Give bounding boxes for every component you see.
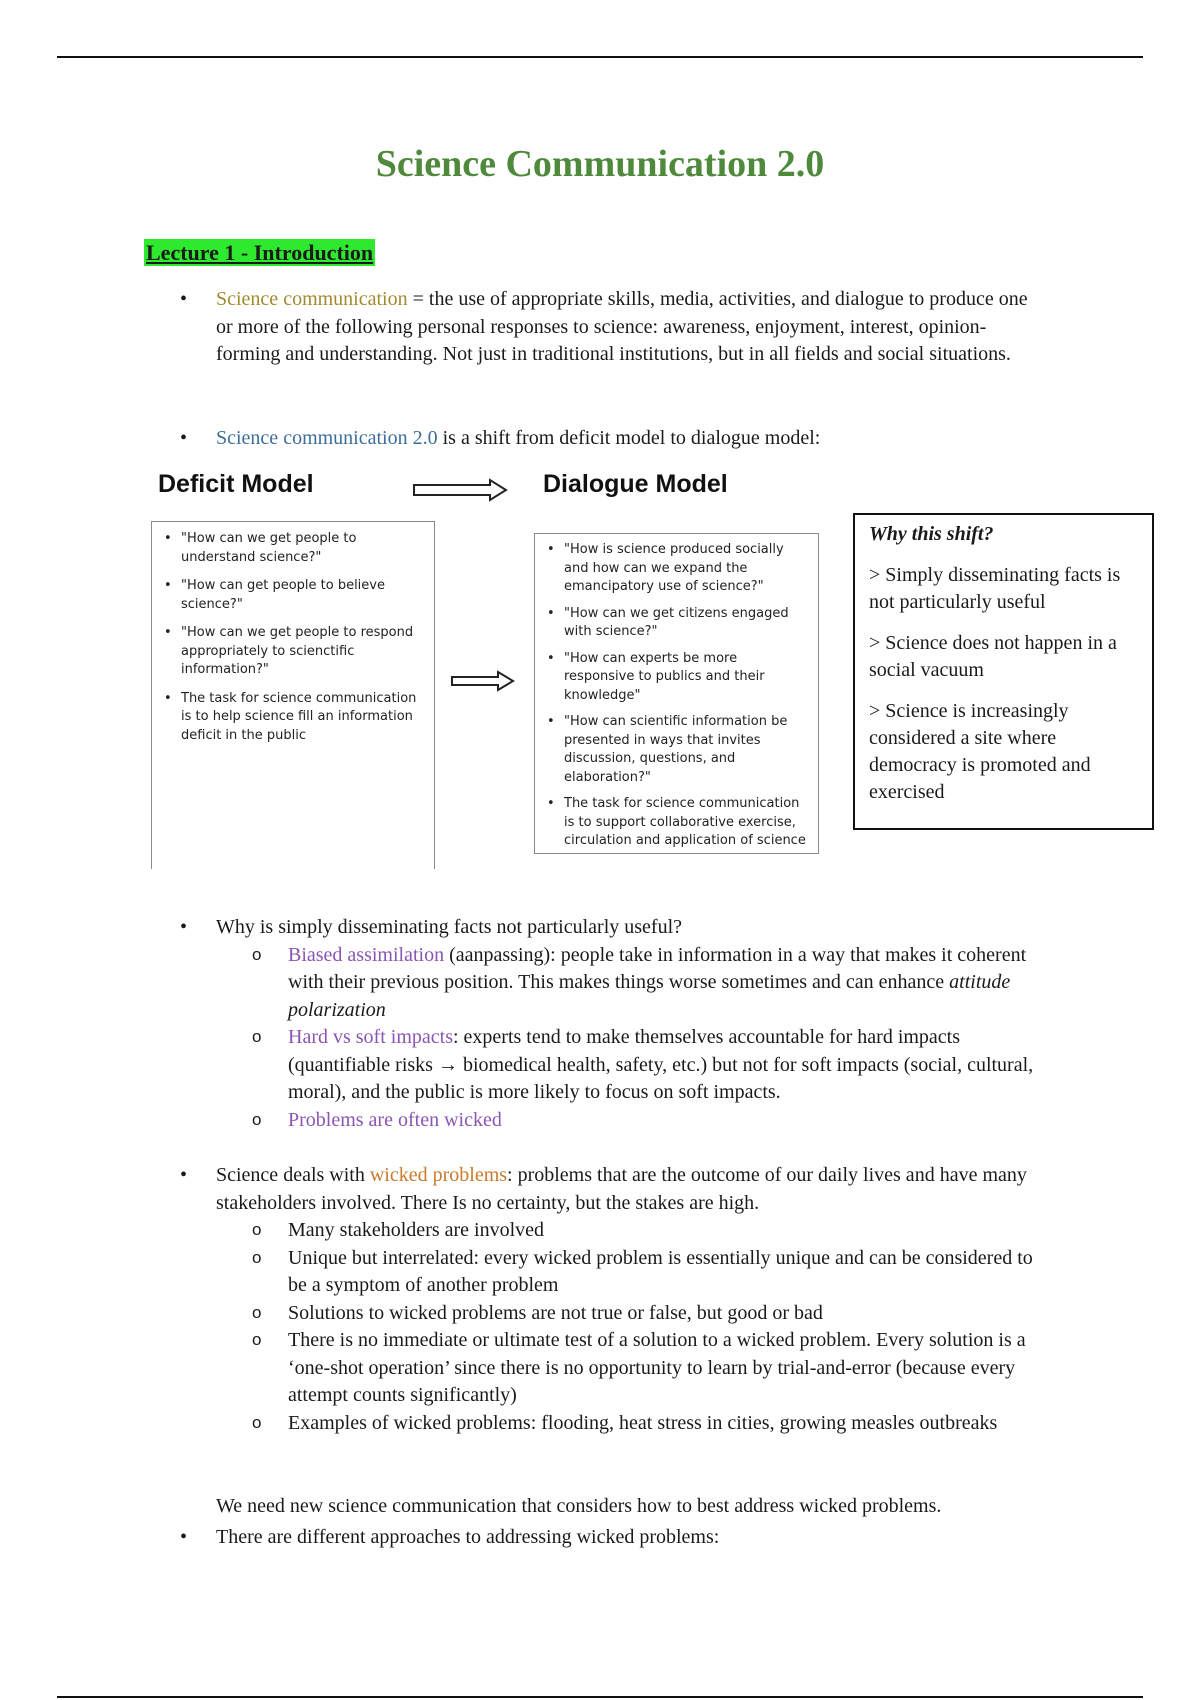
dialogue-item: • "How can scientific information be presented in ways that invites discussion, questions, and elaboration?" — [539, 713, 810, 787]
why-shift-box — [853, 513, 1154, 830]
why-shift-item: > Simply disseminating facts is not particularly useful — [869, 564, 1121, 613]
definition-bullet — [180, 286, 1040, 369]
dialogue-item: • "How can we get citizens engaged with science?" — [539, 605, 810, 642]
wicked-section — [180, 1162, 1040, 1437]
facts-section — [180, 914, 1040, 1134]
facts-subitem — [180, 942, 1040, 1025]
deficit-model-title: Deficit Model — [158, 470, 314, 498]
wicked-subitem: o Unique but interrelated: every wicked problem is essentially unique and can be considered to be a symptom of another problem — [180, 1245, 1040, 1300]
wicked-lead: Science deals with — [216, 1164, 370, 1186]
wicked-text: : problems that are the outcome of our daily lives and have many stakeholders involved. There Is no certainty, but the stakes are high. — [216, 1164, 1027, 1214]
facts-emphasis: attitude polarization — [288, 971, 1011, 1021]
deficit-item: • "How can get people to believe science?" — [156, 577, 424, 614]
facts-subitem — [180, 1024, 1040, 1107]
model-shift-arrow-icon — [412, 478, 508, 502]
deficit-model-box — [151, 521, 435, 869]
wicked-subitem: o There is no immediate or ultimate test of a solution to a wicked problem. Every solution is a ‘one-shot operation’ since there is no opportunity to learn by trial-and-error (because every attempt counts significantly) — [180, 1327, 1040, 1410]
lecture-heading: Lecture 1 - Introduction — [146, 240, 374, 265]
wicked-term: wicked problems — [369, 1164, 508, 1186]
dialogue-item: • "How is science produced socially and how can we expand the emancipatory use of science?" — [539, 541, 810, 597]
intro-section — [180, 286, 1040, 369]
facts-term: Biased assimilation — [288, 943, 445, 966]
facts-term: Hard vs soft impacts — [288, 1026, 453, 1048]
wicked-subitem: o Many stakeholders are involved — [180, 1217, 1040, 1245]
facts-subitem — [180, 1107, 1040, 1135]
document-title: Science Communication 2.0 — [375, 143, 825, 185]
why-shift-item: > Science is increasingly considered a site where democracy is promoted and exercised — [869, 700, 1091, 803]
wicked-subitem: o Examples of wicked problems: flooding, heat stress in cities, growing measles outbreaks — [180, 1410, 1040, 1438]
box-shift-arrow-icon — [450, 670, 516, 692]
conclusion-section — [180, 1493, 1040, 1551]
why-shift-item: > Science does not happen in a social vacuum — [869, 632, 1117, 681]
top-rule — [57, 56, 1143, 58]
shift-term: Science communication 2.0 — [216, 427, 438, 449]
dialogue-model-box — [534, 533, 819, 854]
facts-question: • Why is simply disseminating facts not particularly useful? — [180, 914, 1040, 942]
facts-term: Problems are often wicked — [288, 1108, 502, 1131]
deficit-item: • The task for science communication is to help science fill an information deficit in the public — [156, 690, 424, 746]
bottom-rule — [57, 1696, 1143, 1698]
approaches-bullet: • There are different approaches to addressing wicked problems: — [180, 1524, 1040, 1552]
conclusion-text: We need new science communication that considers how to best address wicked problems. — [216, 1495, 942, 1517]
shift-section — [180, 425, 1040, 453]
shift-bullet — [180, 425, 1040, 453]
definition-term: Science communication — [216, 288, 408, 310]
wicked-bullet — [180, 1162, 1040, 1217]
dialogue-item: • "How can experts be more responsive to publics and their knowledge" — [539, 650, 810, 706]
shift-text: is a shift from deficit model to dialogue model: — [437, 427, 821, 449]
deficit-item: • "How can we get people to understand science?" — [156, 530, 424, 567]
wicked-subitem: o Solutions to wicked problems are not true or false, but good or bad — [180, 1300, 1040, 1328]
why-shift-heading: Why this shift? — [869, 523, 994, 545]
facts-text: (aanpassing): people take in information in a way that makes it coherent with their previous position. This makes things worse sometimes and can enhance — [288, 943, 1027, 993]
dialogue-item: • The task for science communication is to support collaborative exercise, circulation and application of science — [539, 795, 810, 851]
definition-text: = the use of appropriate skills, media, activities, and dialogue to produce one or more of the following personal responses to science: awareness, enjoyment, interest, opinion-forming and understanding. Not just in traditional institutions, but in all fields and social situations. — [216, 288, 1028, 365]
dialogue-model-title: Dialogue Model — [543, 470, 728, 498]
facts-text: : experts tend to make themselves accountable for hard impacts (quantifiable risks → biomedical health, safety, etc.) but not for soft impacts (social, cultural, moral), and the public is more likely to focus on soft impacts. — [288, 1026, 1034, 1103]
deficit-item: • "How can we get people to respond appropriately to scienctific information?" — [156, 624, 424, 680]
